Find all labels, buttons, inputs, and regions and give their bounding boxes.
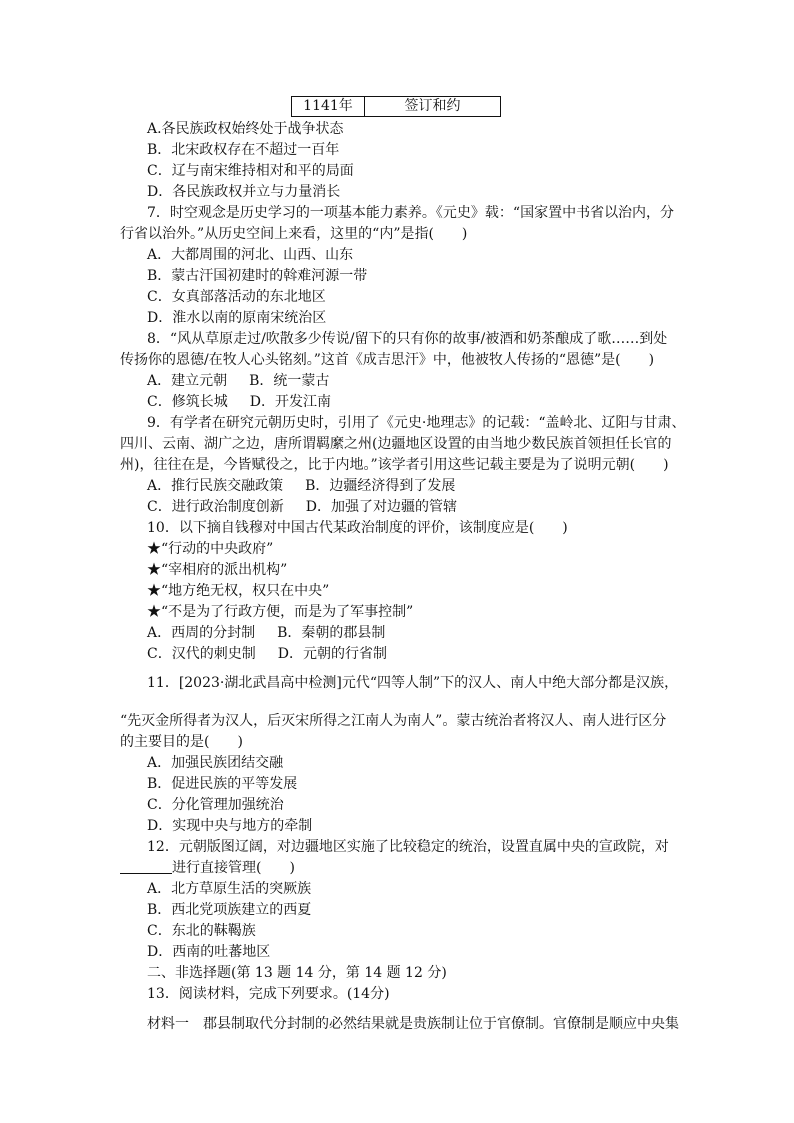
q10-quote-2: ★“宰相府的派出机构” bbox=[147, 562, 288, 578]
q9-option-c: C．进行政治制度创新 bbox=[147, 499, 284, 515]
q10-stem: 10．以下摘自钱穆对中国古代某政治制度的评价，该制度应是( ) bbox=[147, 520, 568, 536]
q12-stem-line1: 12．元朝版图辽阔，对边疆地区实施了比较稳定的统治，设置直属中央的宣政院，对 bbox=[147, 839, 669, 855]
q11-option-c: C．分化管理加强统治 bbox=[147, 797, 284, 813]
answer-blank bbox=[120, 859, 172, 874]
q10-option-a: A．西周的分封制 bbox=[147, 625, 256, 641]
q12-option-d: D．西南的吐蕃地区 bbox=[147, 944, 271, 960]
q9-stem-line2: 四川、云南、湖广之边，唐所谓羁縻之州(边疆地区设置的由当地少数民族首领担任长官的 bbox=[120, 436, 672, 452]
q12-option-c: C．东北的靺鞨族 bbox=[147, 923, 256, 939]
q7-stem-line1: 7．时空观念是历史学习的一项基本能力素养。《元史》载：“国家置中书省以治内，分 bbox=[147, 205, 675, 221]
q11-option-d: D．实现中央与地方的牵制 bbox=[147, 818, 313, 834]
q10-quote-4: ★“不是为了行政方便，而是为了军事控制” bbox=[147, 604, 414, 620]
q9-stem-line3: 州)，往往在是，今皆赋役之，比于内地。”该学者引用这些记载主要是为了说明元朝( ) bbox=[120, 457, 669, 473]
section-heading: 二、非选择题(第 13 题 14 分，第 14 题 12 分) bbox=[147, 965, 447, 981]
q11-stem-line2: “先灭金所得者为汉人，后灭宋所得之江南人为南人”。蒙古统治者将汉人、南人进行区分 bbox=[120, 713, 667, 729]
q10-option-b: B．秦朝的郡县制 bbox=[277, 625, 386, 641]
treaty-table-row bbox=[291, 96, 501, 117]
q12-stem-line2-text: 进行直接管理( ) bbox=[172, 860, 295, 876]
q8-options-row1 bbox=[147, 371, 329, 391]
q8-option-b: B．统一蒙古 bbox=[249, 373, 330, 389]
q10-options-row1 bbox=[147, 623, 385, 643]
q8-option-d: D．开发江南 bbox=[249, 394, 331, 410]
q7-stem-line2: 行省以治外。”从历史空间上来看，这里的“内”是指( ) bbox=[120, 226, 468, 242]
q8-options-row2 bbox=[147, 392, 331, 412]
q10-option-c: C．汉代的刺史制 bbox=[147, 646, 256, 662]
table-event-cell: 签订和约 bbox=[404, 98, 461, 114]
q10-quote-1: ★“行动的中央政府” bbox=[147, 541, 274, 557]
q7-option-d: D．淮水以南的原南宋统治区 bbox=[147, 310, 327, 326]
q11-stem-line3: 的主要目的是( ) bbox=[120, 734, 243, 750]
q8-option-c: C．修筑长城 bbox=[147, 394, 228, 410]
q6-option-c: C．辽与南宋维持相对和平的局面 bbox=[147, 163, 354, 179]
q9-option-b: B．边疆经济得到了发展 bbox=[305, 478, 456, 494]
q7-option-a: A．大都周围的河北、山西、山东 bbox=[147, 247, 354, 263]
q9-options-row2 bbox=[147, 497, 457, 517]
q7-option-c: C．女真部落活动的东北地区 bbox=[147, 289, 326, 305]
q9-stem-line1: 9．有学者在研究元朝历史时，引用了《元史·地理志》的记载：“盖岭北、辽阳与甘肃、 bbox=[147, 415, 686, 431]
q10-options-row2 bbox=[147, 644, 387, 664]
q6-option-a: A.各民族政权始终处于战争状态 bbox=[147, 121, 344, 137]
q13-stem: 13．阅读材料，完成下列要求。(14分) bbox=[147, 986, 390, 1002]
q12-option-a: A．北方草原生活的突厥族 bbox=[147, 881, 312, 897]
q6-option-b: B．北宋政权存在不超过一百年 bbox=[147, 142, 340, 158]
q8-stem-line2: 传扬你的恩德/在牧人心头铭刻。”这首《成吉思汗》中，他被牧人传扬的“恩德”是( ) bbox=[120, 352, 655, 368]
q13-material-1: 材料一 郡县制取代分封制的必然结果就是贵族制让位于官僚制。官僚制是顺应中央集 bbox=[147, 1016, 679, 1032]
q8-stem-line1: 8．“风从草原走过/吹散多少传说/留下的只有你的故事/被酒和奶茶酿成了歌……到处 bbox=[147, 331, 668, 347]
q9-option-d: D．加强了对边疆的管辖 bbox=[305, 499, 457, 515]
q9-option-a: A．推行民族交融政策 bbox=[147, 478, 284, 494]
q9-options-row1 bbox=[147, 476, 455, 496]
q10-quote-3: ★“地方绝无权，权只在中央” bbox=[147, 583, 330, 599]
q7-option-b: B．蒙古汗国初建时的斡难河源一带 bbox=[147, 268, 368, 284]
table-year-cell: 1141年 bbox=[292, 97, 365, 116]
q10-option-d: D．元朝的行省制 bbox=[277, 646, 387, 662]
q11-stem-line1: 11．[2023·湖北武昌高中检测]元代“四等人制”下的汉人、南人中绝大部分都是汉族， bbox=[147, 675, 679, 691]
q11-option-a: A．加强民族团结交融 bbox=[147, 755, 284, 771]
q12-stem-line2 bbox=[120, 858, 295, 878]
q11-option-b: B．促进民族的平等发展 bbox=[147, 776, 298, 792]
q12-option-b: B．西北党项族建立的西夏 bbox=[147, 902, 312, 918]
q8-option-a: A．建立元朝 bbox=[147, 373, 228, 389]
q6-option-d: D．各民族政权并立与力量消长 bbox=[147, 184, 341, 200]
